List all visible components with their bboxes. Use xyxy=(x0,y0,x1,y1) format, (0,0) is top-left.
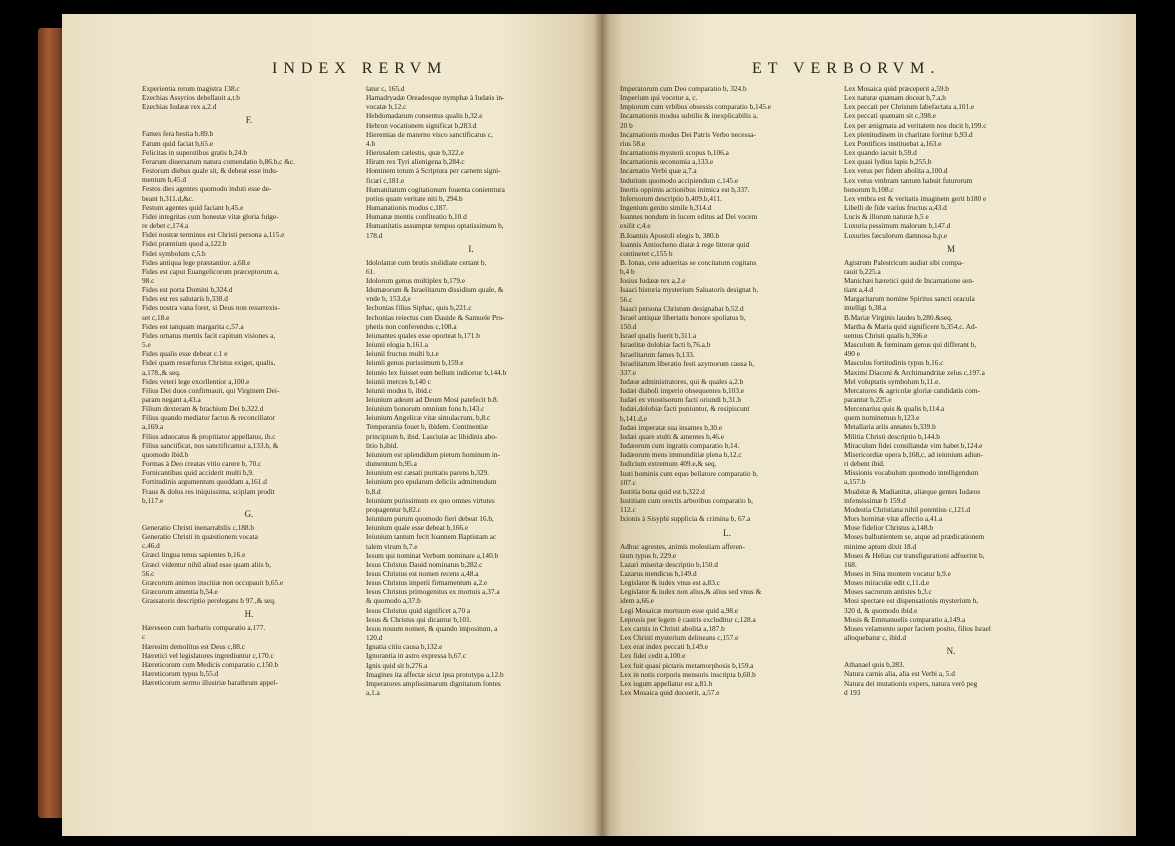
index-entry: Moabitæ & Madianitæ, aliæque gentes Iudæos xyxy=(844,486,981,496)
index-entry: Iesus Christus quid significet a,70 a xyxy=(366,605,471,615)
index-entry: Lex quasi lydius lapis b,255.b xyxy=(844,157,932,167)
index-entry: Imperium qui vocetur a, c. xyxy=(620,93,698,103)
section-letter: L. xyxy=(723,527,731,538)
index-entry: Generatio Christi in quæstionem vocata xyxy=(142,532,258,542)
section-letter: H. xyxy=(244,609,254,620)
index-entry: Mosi spectare est dispensationis mysterium b, xyxy=(844,596,979,606)
index-entry: Lazari miseriæ descriptio b,150.d xyxy=(620,559,718,569)
index-entry: Israelitæ dolobiæ facti b,76.a,b xyxy=(620,340,711,350)
index-entry: Ieiunium bonorum omnium fons b,143.c xyxy=(366,404,485,414)
open-book xyxy=(38,8,1140,844)
index-entry: Misericordiæ opera b,168,c, ad ieiunium adiun- xyxy=(844,449,984,459)
index-entry: b,4 b xyxy=(620,267,635,277)
index-entry: rius 58.e xyxy=(620,138,646,148)
index-entry: Natura carnis alia, alia est Verbi a, 5.d xyxy=(844,669,955,679)
index-entry: Ieiunium adeunt ad Deum Mosi patefecit b.8. xyxy=(366,395,499,404)
index-entry: Iudæi,dolobiæ facti puniuntur, & resipiscunt xyxy=(620,404,750,414)
index-entry: phetis non conferendus c,108.a xyxy=(366,321,457,331)
index-entry: Lucis & illorum naturæ b,5 e xyxy=(844,212,929,222)
index-entry: Athanael quis b,283. xyxy=(844,660,905,670)
index-entry: Fides nostra vana foret, si Deus non resurrexis- xyxy=(142,303,280,313)
index-entry: Ieiunii merces b,140 c xyxy=(366,376,431,386)
index-entry: Incarnationis œconomia a,133.e xyxy=(620,157,714,167)
index-entry: Agistrum Palestricum audiat sibi compa- xyxy=(844,257,964,267)
index-entry: Impiorum cum vrbibus obsessis comparatio b,145.e xyxy=(620,102,771,112)
index-entry: 61. xyxy=(366,266,376,276)
index-entry: Fames fera bestia b.89.b xyxy=(142,129,214,139)
index-entry: Modestia Christiana nihil potentius c,121.d xyxy=(844,504,971,514)
index-entry: Ignatia citiu causa b,132.e xyxy=(366,642,443,652)
index-entry: Libelli de fide varius fructus a,43.d xyxy=(844,203,947,213)
index-entry: rauit b,225.a xyxy=(844,266,881,276)
index-entry: Grassatoris descriptio perelegans b 97.,& seq. xyxy=(142,596,276,606)
index-entry: Martha & Maria quid significent b,354.c. Ad- xyxy=(844,321,978,331)
index-entry: Hæreticorum typus b,55.d xyxy=(142,669,219,679)
index-entry: Hebron vocationem significat b,283.d xyxy=(366,120,477,130)
index-entry: Ieiunantes quales esse oporteat b,171.b xyxy=(366,330,480,340)
index-column-2 xyxy=(366,84,576,697)
index-entry: Luxuries fæculorum damnosa b,p.e xyxy=(844,230,948,240)
index-entry: Lex carnis in Christi abolita a,187.b xyxy=(620,623,725,633)
index-entry: Ieiunium quale esse debeat b,166.e xyxy=(366,523,469,533)
index-entry: Incarnationis modus Dei Patris Verbo necessa- xyxy=(620,129,756,139)
index-entry: Iesus nouum nomen, & quando impositum, a xyxy=(366,623,498,633)
index-entry: Ieiunii fructus multi b,t.e xyxy=(366,349,439,359)
index-entry: param negant a,43.a xyxy=(142,395,201,404)
index-entry: idem a,66.e xyxy=(620,596,654,606)
index-entry: Imperatorum cum Deo comparatio b, 324.b xyxy=(620,84,747,93)
index-entry: Ignorantia in astro expressa b,67.c xyxy=(366,651,467,661)
index-entry: propagentur b,82.c xyxy=(366,504,421,514)
index-entry: Moses sacrorum antistes b,3.c xyxy=(844,587,932,597)
index-entry: Hæretici vel legislatores ingrediuntur c,170.c xyxy=(142,650,274,660)
section-letter: G. xyxy=(244,508,254,519)
index-entry: Lex vmbra est & veritatis imaginem gerit b180 e xyxy=(844,193,987,203)
section-letter: M xyxy=(946,243,955,254)
running-head-left: INDEX RERVM xyxy=(272,60,448,77)
section-letter: N. xyxy=(946,646,956,657)
index-entry: Lex Mosaica quid præceperit a,59.b xyxy=(844,84,949,93)
index-entry: Lex fuit quasi pictaris metamorphosis b,159.a xyxy=(620,660,754,670)
index-entry: Ieiunium purissimum ex quo omnes virtutes xyxy=(366,495,495,505)
index-entry: Lex iugum appellatur est a,81.b xyxy=(620,678,713,688)
index-entry: Fides est tanquam margarita c,57.a xyxy=(142,321,244,331)
index-entry: Iudæi imperatæ sua insames b,30.e xyxy=(620,422,723,432)
index-entry: Formas à Deo creatas vitio carere b, 70.c xyxy=(142,459,262,469)
index-entry: 20 b xyxy=(620,120,633,130)
index-entry: Iudæi quare stulti & amentes b,46.e xyxy=(620,431,724,441)
section-letter: I. xyxy=(468,243,474,254)
index-entry: Mors hominæ vitæ affectio a,41.a xyxy=(844,514,943,524)
index-entry: Hæreseon cum barbaris comparatio a,177. xyxy=(142,623,266,633)
index-entry: Fidei quam resurfurus Christus exiget, qualis, xyxy=(142,358,276,368)
index-entry: Fides ornatus mentis facit capitum visiones a, xyxy=(142,330,276,340)
index-entry: Ieiunii modus b, ibid.c xyxy=(366,385,432,395)
index-entry: Lex per ænigmata ad veritatem nos ducit b,199.c xyxy=(844,120,987,130)
index-entry: Lex quando iacuit b,59.d xyxy=(844,148,917,158)
index-entry: Iudæi diaboli imperio obsequentes b,103.e xyxy=(620,386,745,396)
index-entry: Isaaci persona Christum designabat b,52.d xyxy=(620,303,744,313)
index-entry: Fidei nostræ terminus est Christi persona a,115.e xyxy=(142,230,285,240)
index-entry: a,178.,& seq. xyxy=(142,367,181,377)
running-head-right: ET VERBORVM. xyxy=(752,60,941,77)
index-entry: Moses & Helias cur transfigurationi adfuerint b, xyxy=(844,550,985,560)
index-entry: Hieremias de materno visco sanctificatus c, xyxy=(366,129,493,139)
index-entry: Lex Christi mysterium delineans c,157.e xyxy=(620,633,739,643)
index-entry: 150.d xyxy=(620,322,637,332)
index-entry: bonorum b,108.c xyxy=(844,184,894,194)
index-entry: Lex fidei cedit a,100.e xyxy=(620,651,686,661)
index-entry: b,141.d,e xyxy=(620,413,647,423)
index-entry: Ieiunium tantum fecit Ioannem Baptistam ac xyxy=(366,532,497,542)
index-entry: 112.c xyxy=(620,505,636,515)
index-entry: vnde b, 153.d,e xyxy=(366,294,411,304)
index-entry: Lex erat index peccati b,149.e xyxy=(620,642,708,652)
index-entry: Experientia rerum magistra 138.c xyxy=(142,84,240,93)
index-entry: Humanitatis assumptæ tempus optatissimum b, xyxy=(366,221,504,231)
index-entry: Iesus & Christus qui dicantur b,101. xyxy=(366,614,472,624)
index-entry: Missionis vocabulum quomodo intelligendum xyxy=(844,468,979,478)
index-entry: Lex plenitudinem in charitate fortitur b,93.d xyxy=(844,129,973,139)
index-entry: Iesus Christus Dauid nominatus b,282.c xyxy=(366,559,483,569)
index-entry: Fortitudinis argumentum quoddam a,161.d xyxy=(142,477,267,487)
index-entry: principium b, ibid. Lasciuiæ ac libidinis abo- xyxy=(366,431,498,441)
index-entry: Israelitarum liberatio festi azymorum causa b, xyxy=(620,358,755,368)
index-entry: a,157.b xyxy=(844,477,866,487)
index-entry: talem virum b,7.e xyxy=(366,541,418,551)
index-entry: Natura dei mutationis expers, natura verò peg xyxy=(844,678,978,688)
index-column-1 xyxy=(142,84,356,687)
index-entry: Ieiunii genus purissimum b,159.e xyxy=(366,358,464,368)
index-entry: Ignis quid sit b,276.a xyxy=(366,660,428,670)
index-entry: minime aptum dixit 18.d xyxy=(844,541,917,551)
index-entry: uentus Christi qualis b,396.e xyxy=(844,330,928,340)
index-entry: 5.e xyxy=(142,340,151,350)
index-entry: 178.d xyxy=(366,230,383,240)
index-entry: Legi Mosaicæ mortuum esse quid a,98.e xyxy=(620,605,739,615)
index-entry: 56.c xyxy=(620,294,633,304)
index-entry: Ezechias Assyrios debellauit a,t.b xyxy=(142,93,240,103)
index-entry: Fidei symbolum c,5.b xyxy=(142,248,206,258)
index-entry: Hæreticorum cum Medicis comparatio c,150.b xyxy=(142,659,279,669)
index-entry: quem nominemus b,123.e xyxy=(844,413,920,423)
index-entry: ri debent ibid. xyxy=(844,459,885,469)
index-entry: Iustitia bona quid est b,322.d xyxy=(620,486,705,496)
index-entry: Iudicium extremum 409.e,& seq. xyxy=(620,459,717,469)
index-entry: B.Ioannis Apostoli elegis b, 380.b xyxy=(620,230,720,240)
index-entry: mentum b,45.d xyxy=(142,175,186,185)
index-entry: Fidei integritas cum honestæ vitæ gloria fulge- xyxy=(142,211,279,221)
index-entry: quomodo ibid.b xyxy=(142,449,189,459)
index-entry: Iustitiam cum orectis arboribus comparatio b, xyxy=(620,496,753,506)
index-entry: Filium dexteram & brachium Dei b,322.d xyxy=(142,404,264,414)
index-entry: intelligi b,38.a xyxy=(844,303,887,313)
book-fore-edge xyxy=(38,28,64,818)
index-entry: & quomodo a,37.b xyxy=(366,596,421,606)
index-entry: Humanæ mentis confiteatio b,10.d xyxy=(366,212,467,222)
index-entry: Lex Pontifices instituebat a,163.e xyxy=(844,138,942,148)
index-entry: Generatio Christi inenarrabilis c,188.b xyxy=(142,522,255,532)
index-entry: Moses balbutientem se, atque ad prædicationem xyxy=(844,532,985,542)
index-entry: Filius sanctificat, nos sanctificamur a,133.b, & xyxy=(142,440,279,450)
index-entry: Masculus fortitudinis typus b,16.c xyxy=(844,358,944,368)
index-entry: Ingenium genito simile b,314.d xyxy=(620,203,712,213)
index-entry: Fides est caput Euangelicorum præceptorum a, xyxy=(142,266,279,276)
index-entry: c xyxy=(142,632,146,642)
index-entry: Fides veteri lege excellentior a,100.e xyxy=(142,376,250,386)
index-entry: Hebdomadarum consentus qualis b,32.e xyxy=(366,111,483,121)
index-entry: Humanationis modus c,187. xyxy=(366,203,448,213)
index-entry: Maximi Diaconi & Archimandritæ zelus c,197.a xyxy=(844,367,985,377)
index-entry: Filius quando mediator factus & reconciliator xyxy=(142,413,276,423)
index-entry: Fides est porta Domini b,324.d xyxy=(142,285,233,295)
index-entry: Humanitatum cogitationum fouenta conienttura xyxy=(366,184,505,194)
index-entry: potius quam veritate niti b, 294.b xyxy=(366,193,463,203)
index-entry: Moses velamento super faciem posito, filios Israel xyxy=(844,623,991,633)
index-entry: Hiram rex Tyri alienigena b,284.c xyxy=(366,157,465,167)
index-entry: dumentum b,95.a xyxy=(366,459,417,469)
index-entry: contineret c,155 b xyxy=(620,248,673,258)
index-entry: Infernorum descriptio b,409.b,411. xyxy=(620,193,722,203)
index-entry: Felicitas in superstibus gratis b,24.b xyxy=(142,147,247,157)
index-entry: Lex vetus per fidem abolita a,100.d xyxy=(844,166,948,176)
index-entry: Ixionis à Sisyphi supplicia & crimina b, 67.a xyxy=(620,514,751,524)
index-entry: B. Ionas, cete adueritas se concitatum cogitans xyxy=(620,257,757,267)
index-entry: Metallaria ariis annates b,339.b xyxy=(844,422,936,432)
index-entry: Festorum diebus quale sit, & debeat esse indu- xyxy=(142,166,279,176)
index-entry: Lazarus mendicus b,149.d xyxy=(620,568,697,578)
index-entry: Incarnationis mysterii scopus b,106.a xyxy=(620,148,729,158)
index-entry: Filius Dei duos confirmauit, qui Virginem Dei- xyxy=(142,385,280,395)
index-entry: Fraus & dolus res iniquissima, sciplam prodit xyxy=(142,486,275,496)
index-entry: 490 e xyxy=(844,349,861,359)
index-entry: b,117.e xyxy=(142,495,164,505)
index-entry: d 193 xyxy=(844,687,861,697)
index-entry: Lex naturæ quænam doceat b,7.a,b xyxy=(844,93,946,103)
index-entry: Inertis oppimis actionibus inimica est b,337. xyxy=(620,184,750,194)
index-entry: Iudæorum mens immunditiæ plena b,12.c xyxy=(620,450,742,460)
index-entry: Græcorum amentia b,54.e xyxy=(142,586,218,596)
index-entry: Ieiunium Angelicæ vitæ simulacrum, b,8.c xyxy=(366,413,491,423)
index-entry: Leprosis per legem è castris excluditur c,128.a xyxy=(620,614,756,624)
index-entry: Temperantia fouet b, ibidem. Continentiæ xyxy=(366,422,488,432)
index-entry: Moses miraculæ edit c,11.d,e xyxy=(844,578,930,588)
book-gutter xyxy=(594,14,610,836)
index-entry: Mercatores & agricolæ gloriæ candidatis com- xyxy=(844,385,980,395)
index-entry: Hierusalem cælestis, quæ b,322.e xyxy=(366,148,464,158)
index-entry: Ieiunium purum quomodo fieri debeat 16.b, xyxy=(366,514,494,524)
index-entry: Lex peccati quænam sit c,398.e xyxy=(844,111,936,121)
index-entry: Mose fidelior Christus a,148.b xyxy=(844,523,933,533)
index-entry: Militia Christi descriptio b,144.b xyxy=(844,431,940,441)
index-entry: Imagines ita affectæ sicut ipsa prototypa a,12.b xyxy=(366,669,504,679)
index-entry: parantur b,225.e xyxy=(844,395,892,404)
index-entry: Adhuc agrestes, animis molestiam afferen- xyxy=(620,541,745,551)
index-entry: Fidei præmium quod a,122.b xyxy=(142,239,227,249)
index-entry: Hæreticorum sermo illustriæ barathrum appel- xyxy=(142,678,278,688)
index-entry: vocatæ b,12.c xyxy=(366,102,407,112)
index-entry: Idumæorum & Israelitarum dissidium quale, & xyxy=(366,285,504,295)
index-entry: Indutium quomodo accipiendum c,145.e xyxy=(620,175,739,185)
index-entry: Mosis & Emmanuelis comparatio a,149.a xyxy=(844,614,966,624)
index-entry: Græci lingua tenus sapientes b,16.e xyxy=(142,550,246,560)
index-entry: Ferarum diuersarum natura comendatio b,86.b,c &c. xyxy=(142,156,295,166)
index-entry: litio b,ibid. xyxy=(366,440,399,450)
index-entry: Fides qualis esse debeat c.1 e xyxy=(142,349,228,359)
index-entry: Ioannes nondum in lucem editus ad Dei vocem xyxy=(620,212,758,222)
index-entry: Festos dies agentes quomodo induti esse de- xyxy=(142,184,272,194)
index-entry: 4.b xyxy=(366,138,376,148)
left-page xyxy=(62,14,602,836)
index-entry: tium typus b, 229.e xyxy=(620,550,677,560)
index-entry: 320 d, & quomodo ibid.e xyxy=(844,605,918,615)
index-entry: Iesus Christus imperii firmamentum a,2.e xyxy=(366,578,488,588)
index-column-3 xyxy=(620,84,834,697)
index-entry: Fatum quid faciat b,65.e xyxy=(142,138,214,148)
index-entry: Iudæi ex vnostisorum facti oriundi b,31.b xyxy=(620,395,741,405)
index-entry: Iechonias filius Siphac, quis b,221.c xyxy=(366,303,472,313)
index-entry: Idolorum genus multiplex b,179.e xyxy=(366,275,466,285)
index-entry: Iesus Christus est nomen recens a,48.a xyxy=(366,568,479,578)
index-entry: Fides est res salutaris b,338.d xyxy=(142,294,228,304)
index-entry: Ieiunii elogia b,161.a xyxy=(366,340,429,350)
index-entry: beant b,311.d,&c. xyxy=(142,193,194,203)
index-entry: Incarnatio Verbi quæ a,7.a xyxy=(620,166,697,176)
index-entry: Fornicantibus quid acciderit multi b,9. xyxy=(142,468,254,478)
index-entry: Miraculum fidei consiliandæ vim habet b,124.e xyxy=(844,440,983,450)
index-entry: Legislator & iudex vnus est a,83.c xyxy=(620,578,720,588)
index-entry: Manichæi hæretici quid de Incarnatione sen- xyxy=(844,275,975,285)
index-entry: Ioannis Antiocheno diatæ à rege litteræ quid xyxy=(620,239,750,249)
index-entry: Incarnationis modus subtilis & inexplicabilis a, xyxy=(620,111,758,121)
index-entry: Israelitarum fames b,133. xyxy=(620,349,695,359)
index-entry: Græci videntur nihil aliud esse quam aliis b, xyxy=(142,559,271,569)
index-entry: 337.e xyxy=(620,367,637,377)
index-entry: 56.c xyxy=(142,568,155,578)
index-entry: Mel voluptatis symbolum b,11.e. xyxy=(844,376,941,386)
index-entry: b,8.d xyxy=(366,486,381,496)
index-entry: Legislator & iudex non alius,& alius sed vnus & xyxy=(620,587,762,597)
index-entry: Filius aduocatus & propitiator appellatus, ib.c xyxy=(142,431,276,441)
index-entry: 120.d xyxy=(366,633,383,643)
index-entry: Moses in Sina montem vocatur b,9.e xyxy=(844,568,951,578)
index-entry: ficari c,181.e xyxy=(366,175,405,185)
index-entry: Margaritarum nomine Spiritus sancti oracula xyxy=(844,294,975,304)
index-entry: Festum agentes quid faciant b,45.e xyxy=(142,202,244,212)
index-entry: Israel qualis fuerit b,311.a xyxy=(620,331,697,341)
index-entry: Iosius Iudææ rex a,2.e xyxy=(620,276,686,286)
index-entry: Lex peccati per Christum labefactata a,101.e xyxy=(844,102,975,112)
index-entry: Isaaci historia mysterium Saluatoris designat b, xyxy=(620,285,759,295)
index-entry: Lex Mosaica quid docuerit, a,57.e xyxy=(620,688,720,697)
index-entry: Iudæorum cum ingratis comparatio b,14. xyxy=(620,441,740,451)
index-entry: alloquebatur c, ibid.d xyxy=(844,633,907,643)
section-letter: F. xyxy=(245,115,253,126)
index-entry: Hæresim demolitus est Deus c,88.c xyxy=(142,641,245,651)
index-entry: 107.c xyxy=(620,477,637,487)
index-entry: exilit c,4.e xyxy=(620,221,651,231)
index-entry: Iesus Christus primogenitus ex mortuis a,37.a xyxy=(366,587,500,597)
index-entry: Idololatræ cum brutis stolidiate certant b, xyxy=(366,257,487,267)
index-column-4 xyxy=(844,84,1058,697)
index-entry: Lex vetus vmbram tantum habuit futurorum xyxy=(844,175,973,185)
index-entry: Ieiunio lex fuisset eum bellum indicetur b,144.b xyxy=(366,367,507,377)
index-entry: Mercenarius quis & qualis b,114.a xyxy=(844,404,945,414)
index-entry: 98.c xyxy=(142,275,155,285)
index-entry: Imperatores amplissimarum dignitatum fontes xyxy=(366,678,501,688)
index-entry: c,46.d xyxy=(142,541,160,551)
index-entry: infensissimæ b 159.d xyxy=(844,495,906,505)
index-entry: Ieiunium pro epularum deliciis admittendum xyxy=(366,477,497,487)
index-entry: Hamadryadæ Oreadesque nymphæ à Iudæis in- xyxy=(366,93,505,103)
index-entry: Ezechias Iudææ rex a,2.d xyxy=(142,102,217,112)
index-entry: 168. xyxy=(844,559,857,569)
index-entry: a,1.a xyxy=(366,688,380,697)
index-entry: Græcorum animos inscitiæ non occupauit b,65.e xyxy=(142,577,284,587)
index-entry: Israel antiquæ libertatis honore spoliatus b, xyxy=(620,312,746,322)
index-entry: Iusti hominis cum equo bellatore comparatio b, xyxy=(620,468,758,478)
index-entry: re debet c,174.a xyxy=(142,221,189,231)
index-entry: Iechonias reiectus cum Dauide & Samuele Pro- xyxy=(366,312,505,322)
index-entry: Ieiunium est splendidum pietum hominum in- xyxy=(366,449,500,459)
index-entry: Luxuria pessimum malorum b,147.d xyxy=(844,221,951,231)
index-entry: a,169.a xyxy=(142,422,164,432)
index-entry: Ieiunium est cæsati puritatis parens b,329. xyxy=(366,468,490,478)
index-entry: set c,18.e xyxy=(142,312,170,322)
index-entry: Hominem totum à Scriptura per carnem signi- xyxy=(366,166,501,176)
right-page xyxy=(602,14,1136,836)
index-entry: tiant a,4.d xyxy=(844,285,873,295)
index-entry: latur c, 165.d xyxy=(366,84,405,93)
index-entry: Iesum qui nominat Verbum nominare a,140.b xyxy=(366,550,499,560)
index-entry: B.Mariæ Virginis laudes b,280.&seq. xyxy=(844,312,953,322)
index-entry: Iudææ administratores, qui & quales a,2.b xyxy=(620,377,744,386)
index-entry: Fides antiqua lege præstantior. a,68.e xyxy=(142,257,251,267)
index-entry: Lex in notis corporis mensuris inscripta b,60.b xyxy=(620,669,756,679)
index-entry: Masculum & fœminam genus qui differant b, xyxy=(844,340,977,350)
